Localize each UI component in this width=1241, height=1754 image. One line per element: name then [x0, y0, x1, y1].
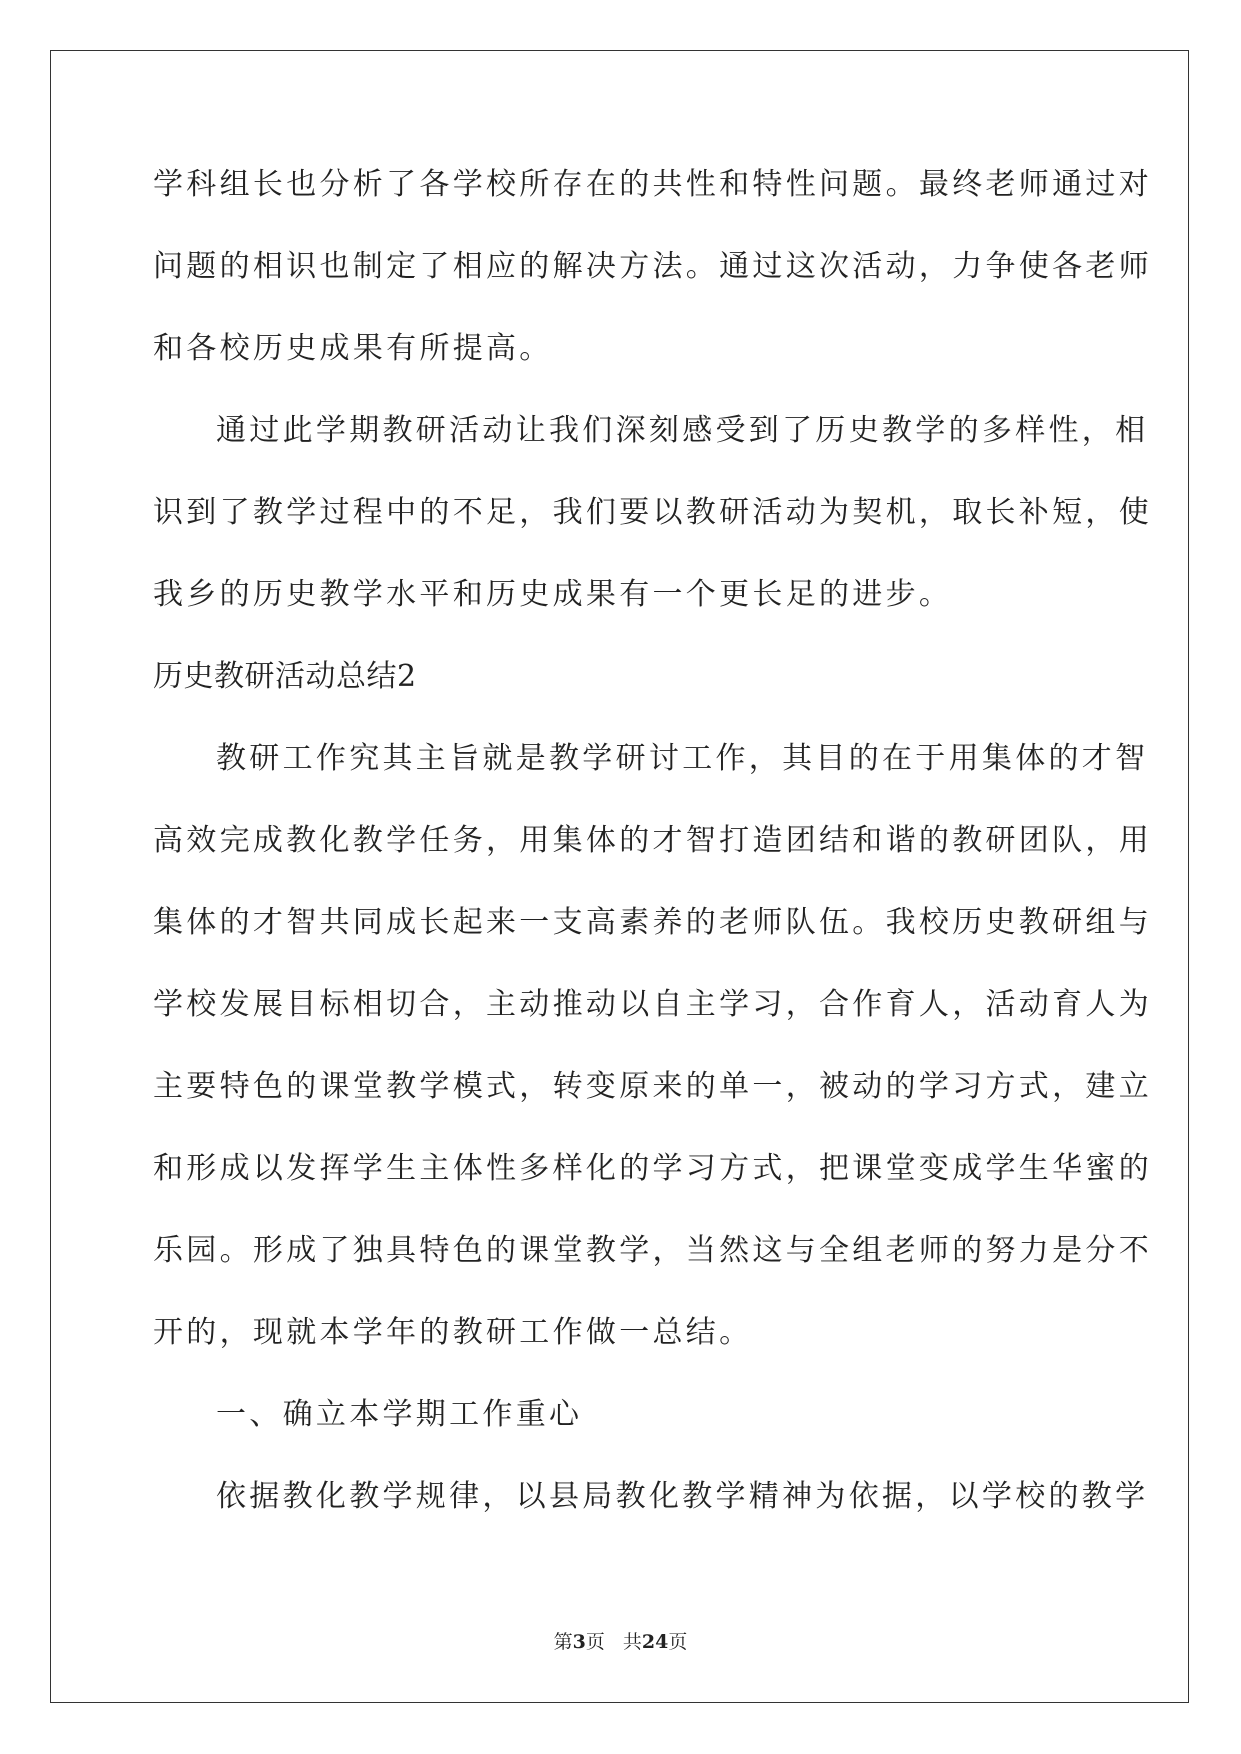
page-prefix: 第	[553, 1631, 573, 1653]
text-line: 和形成以发挥学生主体性多样化的学习方式，把课堂变成学生华蜜的	[153, 1151, 1152, 1186]
page-footer	[0, 1627, 1241, 1654]
text-line: 集体的才智共同成长起来一支高素养的老师队伍。我校历史教研组与	[153, 905, 1152, 940]
total-prefix: 共	[622, 1631, 642, 1653]
subsection-heading: 一、确立本学期工作重心	[216, 1397, 583, 1432]
paragraph-start-line: 依据教化教学规律，以县局教化教学精神为依据，以学校的教学	[216, 1479, 1149, 1514]
total-suffix: 页	[668, 1631, 688, 1653]
text-line: 和各校历史成果有所提高。	[153, 331, 553, 366]
text-line: 学科组长也分析了各学校所存在的共性和特性问题。最终老师通过对	[153, 167, 1152, 202]
paragraph-start-line: 教研工作究其主旨就是教学研讨工作，其目的在于用集体的才智	[216, 741, 1149, 776]
page-suffix: 页	[585, 1631, 605, 1653]
current-page-number: 3	[572, 1631, 586, 1653]
text-line: 识到了教学过程中的不足，我们要以教研活动为契机，取长补短，使	[153, 495, 1152, 530]
text-line: 乐园。形成了独具特色的课堂教学，当然这与全组老师的努力是分不	[153, 1233, 1152, 1268]
total-pages-number: 24	[641, 1631, 669, 1653]
text-line: 开的，现就本学年的教研工作做一总结。	[153, 1315, 753, 1350]
document-body	[153, 160, 1152, 1554]
text-line: 问题的相识也制定了相应的解决方法。通过这次活动，力争使各老师	[153, 249, 1152, 284]
section-heading: 历史教研活动总结2	[153, 659, 417, 694]
text-line: 主要特色的课堂教学模式，转变原来的单一，被动的学习方式，建立	[153, 1069, 1152, 1104]
text-line: 高效完成教化教学任务，用集体的才智打造团结和谐的教研团队，用	[153, 823, 1152, 858]
text-line: 学校发展目标相切合，主动推动以自主学习，合作育人，活动育人为	[153, 987, 1152, 1022]
text-line: 我乡的历史教学水平和历史成果有一个更长足的进步。	[153, 577, 953, 612]
paragraph-start-line: 通过此学期教研活动让我们深刻感受到了历史教学的多样性，相	[216, 413, 1149, 448]
